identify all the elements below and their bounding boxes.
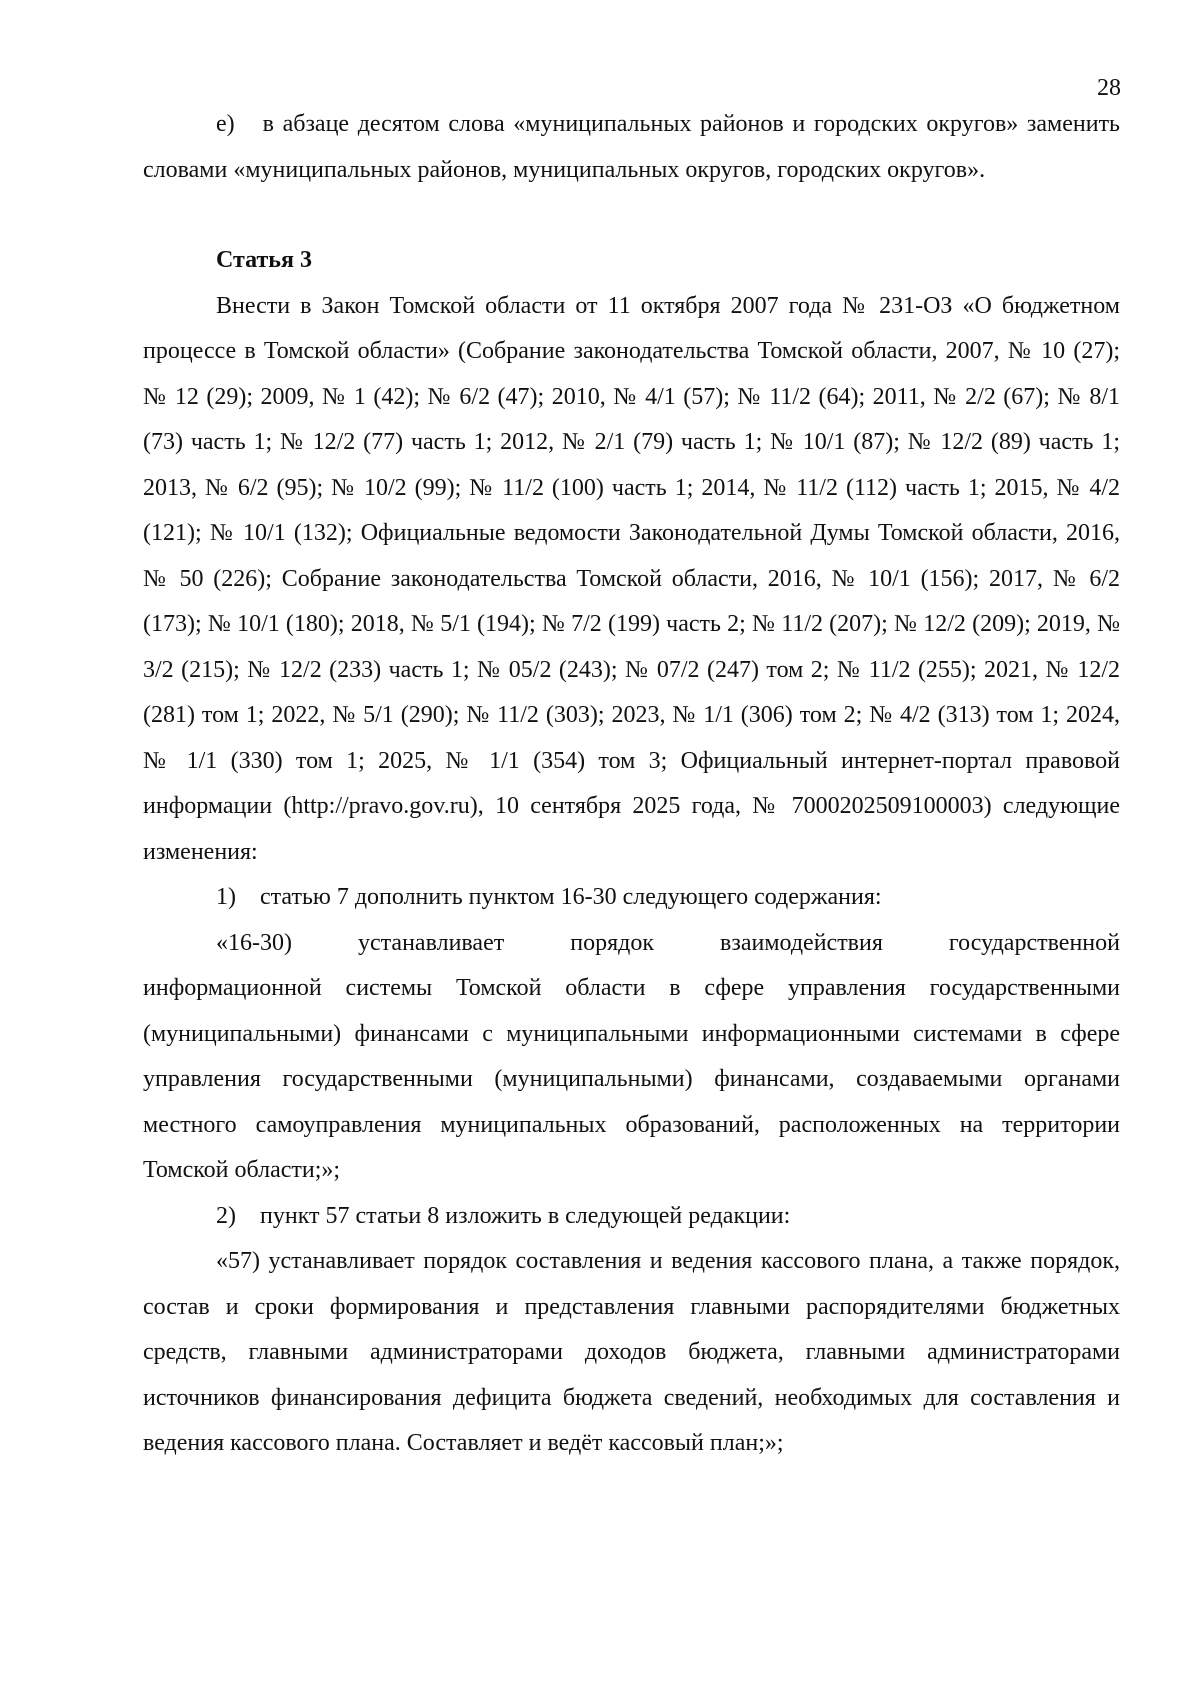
item-2-text: пункт 57 статьи 8 изложить в следующей редакции: — [260, 1202, 791, 1229]
quote-16-30-word: устанавливает — [358, 929, 505, 956]
article-intro-paragraph: Внести в Закон Томской области от 11 октября 2007 года № 231-ОЗ «О бюджетном процессе в Томской области» (Собрание законодательства Томской области, 2007, № 10 (27); № 12 (29); 2009, № 1 (42); № 6/2 (47); 2010, № 4/1 (57); № 11/2 (64); 2011, № 2/2 (67); № 8/1 (73) часть 1; № 12/2 (77) часть 1; 2012, № 2/1 (79) часть 1; № 10/1 (87); № 12/2 (89) часть 1; 2013, № 6/2 (95); № 10/2 (99); № 11/2 (100) часть 1; 2014, № 11/2 (112) часть 1; 2015, № 4/2 (121); № 10/1 (132); Официальные ведомости Законодательной Думы Томской области, 2016, № 50 (226); Собрание законодательства Томской области, 2016, № 10/1 (156); 2017, № 6/2 (173); № 10/1 (180); 2018, № 5/1 (194); № 7/2 (199) часть 2; № 11/2 (207); № 12/2 (209); 2019, № 3/2 (215); № 12/2 (233) часть 1; № 05/2 (243); № 07/2 (247) том 2; № 11/2 (255); 2021, № 12/2 (281) том 1; 2022, № 5/1 (290); № 11/2 (303); 2023, № 1/1 (306) том 2; № 4/2 (313) том 1; 2024, № 1/1 (330) том 1; 2025, № 1/1 (354) том 3; Официальный интернет-портал правовой информации (http://pravo.gov.ru), 10 сентября 2025 года, № 7000202509100003) следующие изменения: — [143, 292, 1120, 865]
item-1-text: статью 7 дополнить пунктом 16-30 следующего содержания: — [260, 884, 882, 910]
article-heading: Статья 3 — [216, 247, 312, 273]
page-number: 28 — [1097, 75, 1121, 101]
quote-16-30-word: порядок — [570, 929, 655, 956]
quote-16-30-continuation: информационной системы Томской области в сфере управления государственными (муниципальными) финансами с муниципальными информационными системами в сфере управления государственными (муниципальными) финансами, создаваемыми органами местного самоуправления муниципальных образований, расположенных на территории Томской области;»; — [143, 975, 1120, 1183]
item-1-paragraph — [143, 875, 1120, 921]
item-1-marker: 1) — [216, 884, 236, 910]
item-e-marker: е) — [216, 111, 235, 137]
item-e-paragraph — [143, 102, 1120, 193]
item-2-paragraph — [143, 1194, 1120, 1240]
item-2-marker: 2) — [216, 1202, 236, 1229]
quote-16-30-word: государственной — [948, 929, 1120, 956]
quote-57-paragraph: «57) устанавливает порядок составления и ведения кассового плана, а также порядок, состав и сроки формирования и представления главными распорядителями бюджетных средств, главными администраторами доходов бюджета, главными администраторами источников финансирования дефицита бюджета сведений, необходимых для составления и ведения кассового плана. Составляет и ведёт кассовый план;»; — [143, 1248, 1120, 1456]
quote-16-30-word: взаимодействия — [720, 929, 883, 956]
document-body — [143, 102, 1120, 1467]
item-e-text: в абзаце десятом слова «муниципальных районов и городских округов» заменить словами «муниципальных районов, муниципальных округов, городских округов». — [143, 111, 1120, 183]
quote-16-30-word: «16-30) — [216, 929, 292, 956]
quote-16-30-first-line — [143, 921, 1120, 967]
